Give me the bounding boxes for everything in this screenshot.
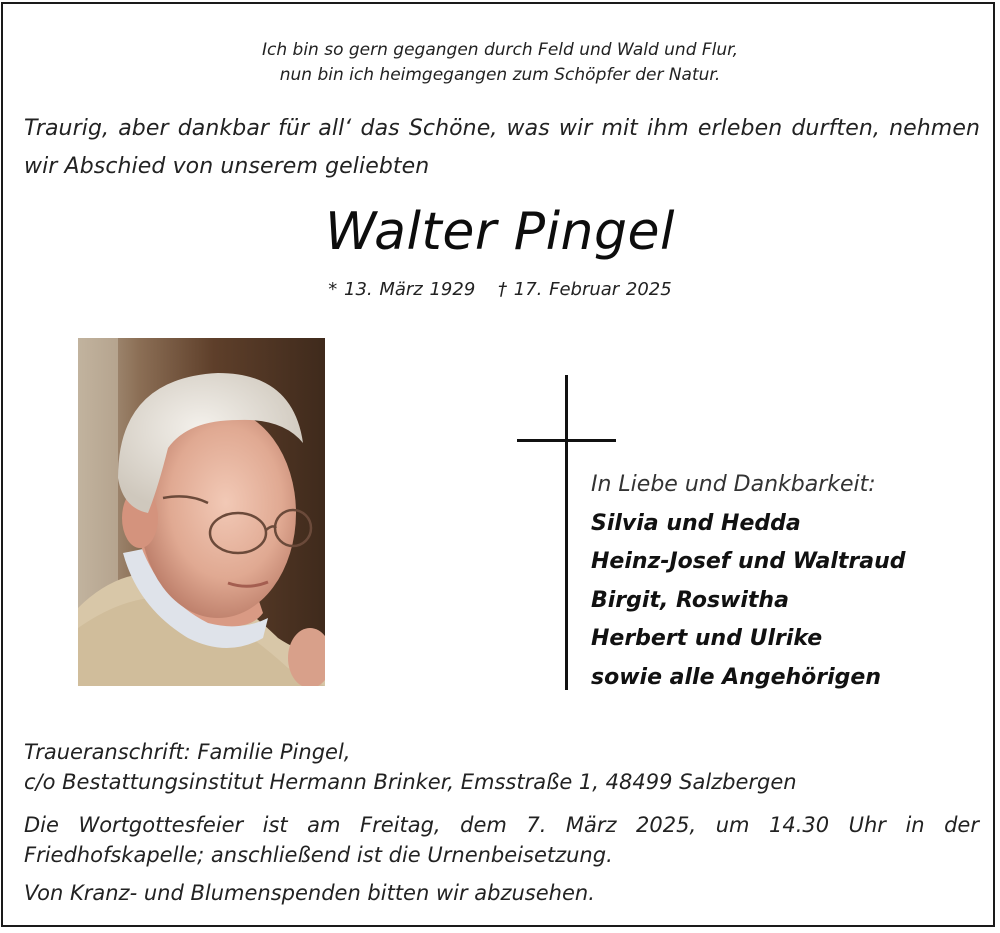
death-date: † 17. Februar 2025 bbox=[498, 279, 672, 300]
mourners-lead: In Liebe und Dankbarkeit: bbox=[591, 472, 876, 497]
cross-icon bbox=[565, 375, 568, 690]
mourner-name: Birgit, Roswitha bbox=[591, 587, 789, 613]
address-line-1: Traueranschrift: Familie Pingel, bbox=[24, 740, 351, 764]
portrait-photo bbox=[78, 338, 325, 686]
mourning-address bbox=[24, 737, 979, 797]
poem-line-1: Ich bin so gern gegangen durch Feld und Wald und Flur, bbox=[261, 40, 739, 60]
poem-line-2: nun bin ich heimgegangen zum Schöpfer der Natur. bbox=[279, 65, 721, 85]
poem bbox=[0, 38, 1000, 88]
deceased-name: Walter Pingel bbox=[325, 202, 675, 262]
address-line-2: c/o Bestattungsinstitut Hermann Brinker, Emsstraße 1, 48499 Salzbergen bbox=[24, 770, 797, 794]
donation-request: Von Kranz- und Blumenspenden bitten wir abzusehen. bbox=[24, 881, 595, 905]
service-info: Die Wortgottesfeier ist am Freitag, dem 7. März 2025, um 14.30 Uhr in der Friedhofskapelle; anschließend ist die Urnenbeisetzung. bbox=[24, 813, 979, 867]
cross-icon-crossbar bbox=[517, 439, 616, 442]
mourner-name: Silvia und Hedda bbox=[591, 510, 801, 536]
birth-date: * 13. März 1929 bbox=[328, 279, 476, 300]
mourners-list bbox=[591, 466, 906, 697]
mourner-name: Heinz-Josef und Waltraud bbox=[591, 549, 906, 574]
intro-text: Traurig, aber dankbar für all‘ das Schöne, was wir mit ihm erleben durften, nehmen wir Abschied von unserem geliebten bbox=[24, 116, 980, 179]
mourner-name: Herbert und Ulrike bbox=[591, 626, 823, 651]
life-dates bbox=[0, 279, 1000, 300]
mourner-name: sowie alle Angehörigen bbox=[591, 664, 882, 690]
